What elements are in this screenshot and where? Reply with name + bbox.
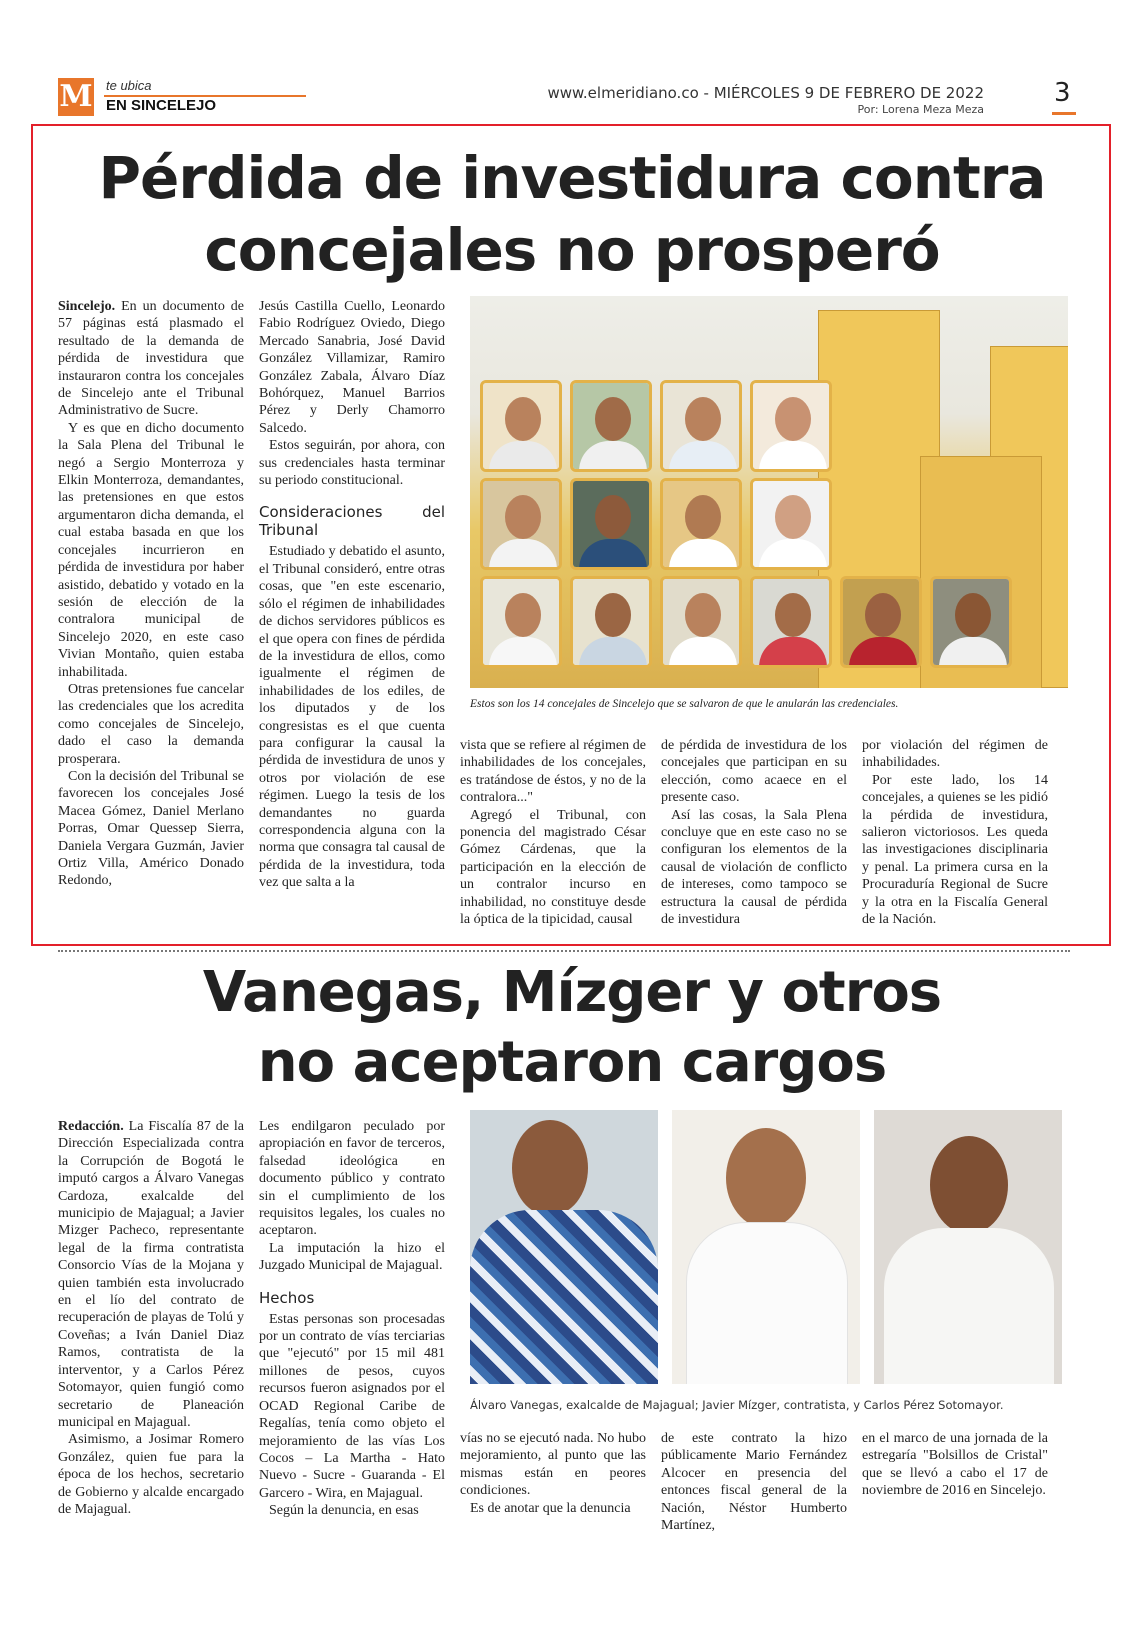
article2-column-2: Les endilgaron peculado por apropiación en favor de terceros, falsedad ideológica en documento público y contrato sin el cumplimiento de los requisitos legales, los cuales no aceptaron. La imputación la hizo el Juzgado Municipal de Majagual. Hechos Estas personas son procesadas por un contrato de vías terciarias que "ejecutó" por 15 mil 481 millones de pesos, cuyos recursos fueron asignados por el OCAD Regional Caribe de Regalías, tenía como objeto el mejoramiento de las vías Los Cocos – La Martha - Hato Nuevo - Sucre - Guaranda - El Garcero - Wira, en Majagual. Según la denuncia, en esas	[259, 1119, 445, 1519]
portrait	[570, 576, 652, 668]
article2-headline: Vanegas, Mízger y otros no aceptaron cargos	[202, 960, 942, 1095]
portrait	[840, 576, 922, 668]
dateline: Sincelejo.	[58, 299, 116, 314]
portrait	[660, 380, 742, 472]
portrait	[480, 576, 562, 668]
subheading: Hechos	[259, 1288, 315, 1307]
article1-column-5: por violación del régimen de inhabilidades. Por este lado, los 14 concejales, a quienes se les pidió la pérdida de investidura, salieron victoriosos. Les queda las investigaciones disciplinaria y penal. La primera cursa en la Procuraduría Regional de Sucre y la otra en la Fiscalía General de la Nación.	[862, 738, 1048, 928]
council-members-photo-collage	[470, 296, 1068, 688]
site-and-date: www.elmeridiano.co - MIÉRCOLES 9 DE FEBRERO DE 2022	[547, 84, 984, 102]
portrait	[660, 576, 742, 668]
photo-caption: Estos son los 14 concejales de Sincelejo que se salvaron de que le anularán las credenciales.	[470, 698, 899, 710]
portrait	[750, 576, 832, 668]
portrait	[930, 576, 1012, 668]
article1-headline: Pérdida de investidura contra concejales no prosperó	[98, 144, 1046, 284]
portrait	[480, 380, 562, 472]
photo-carlos-perez	[874, 1110, 1062, 1384]
article1-column-4: de pérdida de investidura de los concejales que participan en su elección, como acaece en el presente caso. Así las cosas, la Sala Plena concluye que en este caso no se configuran los elementos de la causal de violación de conflicto de intereses, como tampoco se estructura la causal de pérdida de investidura	[661, 738, 847, 928]
subheading: Consideraciones del Tribunal	[259, 503, 445, 540]
portrait	[660, 478, 742, 570]
section-separator	[58, 950, 1070, 952]
newspaper-logo: M	[59, 79, 93, 114]
article2-column-4: de este contrato la hizo públicamente Mario Fernández Alcocer en presencia del entonces fiscal general de la Nación, Néstor Humberto Martínez,	[661, 1431, 847, 1534]
photo-alvaro-vanegas	[470, 1110, 658, 1384]
article2-column-3: vías no se ejecutó nada. No hubo mejoramiento, al punto que las mismas están en peores condiciones. Es de anotar que la denuncia	[460, 1431, 646, 1516]
portrait	[570, 478, 652, 570]
portrait	[750, 380, 832, 472]
author-byline: Por: Lorena Meza Meza	[857, 103, 984, 116]
page-number: 3	[1054, 78, 1071, 108]
portrait	[570, 380, 652, 472]
dateline: Redacción.	[58, 1119, 124, 1134]
photo-javier-mizger	[672, 1110, 860, 1384]
portrait	[750, 478, 832, 570]
portrait	[480, 478, 562, 570]
section-tagline-top: te ubica	[106, 78, 152, 93]
article2-column-5: en el marco de una jornada de la estregaría "Bolsillos de Cristal" que se llevó a cabo el 17 de noviembre de 2016 en Sincelejo.	[862, 1431, 1048, 1499]
article2-column-1: Redacción. La Fiscalía 87 de la Dirección Especializada contra la Corrupción de Bogotá le imputó cargos a Álvaro Vanegas Cardoza, exalcalde del municipio de Majagual; a Javier Mizger Pacheco, representante legal de la firma contratista Consorcio Vías de la Mojana y quien también esta involucrado en el lío del contrato de recuperación de playas de Tolú y Coveñas; a Iván Daniel Diaz Ramos, contratista de la interventor, y a Carlos Pérez Sotomayor, quien fungió como secretario de Planeación municipal en Majagual. Asimismo, a Josimar Romero González, quien fue para la época de los hechos, secretario de Gobierno y alcalde encargado de Majagual.	[58, 1119, 244, 1517]
article1-column-3: vista que se refiere al régimen de inhabilidades de los concejales, es tratándose de éstos, y no de la contralora..." Agregó el Tribunal, con ponencia del magistrado César Gómez Cárdenas, que la participación en la elección de un contralor incurso en inhabilidad, no constituye desde la óptica de la tipicidad, causal	[460, 738, 646, 928]
article1-column-1: Sincelejo. En un documento de 57 páginas está plasmado el resultado de la demanda de pérdida de investidura que instauraron contra los concejales de Sincelejo ante el Tribunal Administrativo de Sucre. Y es que en dicho documento la Sala Plena del Tribunal le negó a Sergio Monterroza y Elkin Monterroza, demandantes, las pretensiones en que estos argumentaron dicha demanda, el cual estaba basada en que los concejales incurrieron en pérdida de investidura por haber asistido, debatido y votado en la sesión de elección de la contralora municipal de Sincelejo 2020, en este caso Vivian Montaño, quien estaba inhabilitada. Otras pretensiones fue cancelar las credenciales que los acredita como concejales de Sincelejo, dado el caso la demanda prosperara. Con la decisión del Tribunal se favorecen los concejales José Macea Gómez, Daniel Merlano Porras, Omar Quessep Sierra, Daniela Vergara Guzmán, Javier Ortiz Villa, Américo Donado Redondo,	[58, 299, 244, 889]
photo-caption: Álvaro Vanegas, exalcalde de Majagual; Javier Mízger, contratista, y Carlos Pérez Sotomayor.	[470, 1398, 1004, 1412]
page-number-underline	[1052, 112, 1076, 115]
article1-column-2: Jesús Castilla Cuello, Leonardo Fabio Rodríguez Oviedo, Diego Mercado Sanabria, José David González Villamizar, Ramiro González Zabala, Álvaro Díaz Bohórquez, Manuel Barrios Pérez y Derly Chamorro Salcedo. Estos seguirán, por ahora, con sus credenciales hasta terminar su periodo constitucional. Consideraciones del Tribunal Estudiado y debatido el asunto, el Tribunal consideró, entre otras cosas, que "en este escenario, sólo el régimen de inhabilidades de dichos servidores públicos es el que opera con fines de pérdida de la investidura de ellos, como igualmente el régimen de inhabilidades de los ediles, de los diputados y de los congresistas es el que cuenta para configurar la causal la pérdida de investidura de unos y otros por violación de ese régimen. Luego la tesis de los demandantes no guarda correspondencia alguna con la norma que consagra tal causal de pérdida de la investidura, toda vez que salta a la	[259, 299, 445, 891]
section-name: EN SINCELEJO	[106, 97, 217, 114]
